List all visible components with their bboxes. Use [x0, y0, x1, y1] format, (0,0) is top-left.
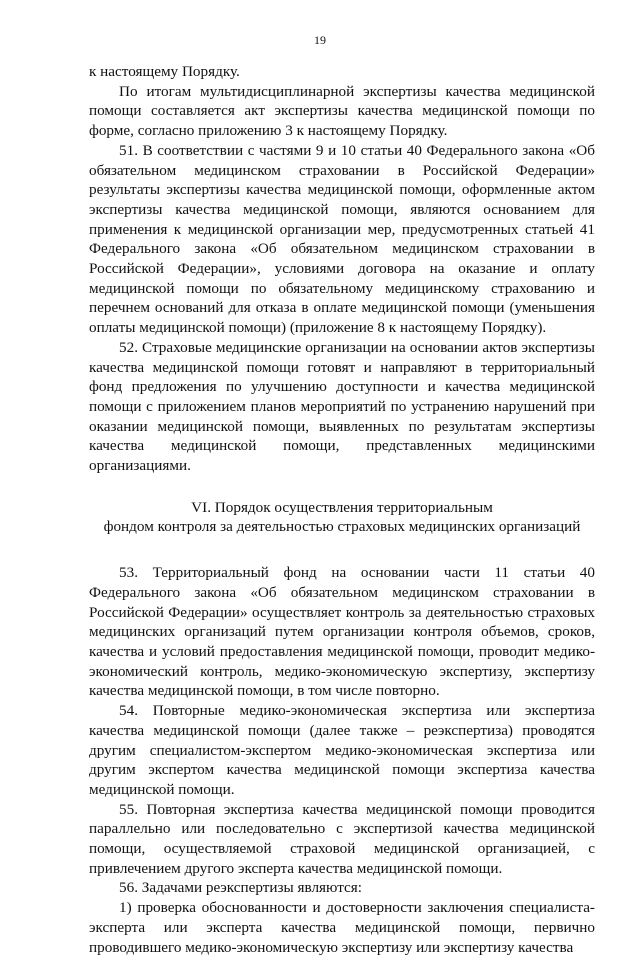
document-body [89, 62, 595, 957]
section-heading-line: VI. Порядок осуществления территориальным [191, 498, 493, 516]
paragraph: 54. Повторные медико-экономическая экспертиза или экспертиза качества медицинской помощи (далее также – реэкспертиза) проводятся другим специалистом-экспертом медико-экономическая экспертиза или другим экспертом качества медицинской помощи экспертиза качества медицинской помощи. [89, 702, 595, 798]
paragraph: 53. Территориальный фонд на основании части 11 статьи 40 Федерального закона «Об обязательном медицинском страховании в Российской Федерации» осуществляет контроль за деятельностью страховых медицинских организаций путем организации контроля объемов, сроков, качества и условий предоставления медицинской помощи, проводит медико-экономический контроль, медико-экономическую экспертизу, экспертизу качества медицинской помощи, в том числе повторно. [89, 564, 595, 700]
paragraph: 51. В соответствии с частями 9 и 10 статьи 40 Федерального закона «Об обязательном медицинском страховании в Российской Федерации» результаты экспертизы качества медицинской помощи, оформленные актом экспертизы качества медицинской помощи, являются основанием для применения к медицинской организации мер, предусмотренных статьей 41 Федерального закона «Об обязательном медицинском страховании в Российской Федерации», условиями договора на оказание и оплату медицинской помощи по обязательному медицинскому страхованию и перечнем оснований для отказа в оплате медицинской помощи (уменьшения оплаты медицинской помощи) (приложение 8 к настоящему Порядку). [89, 141, 595, 337]
paragraph: 52. Страховые медицинские организации на основании актов экспертизы качества медицинской помощи готовят и направляют в территориальный фонд предложения по улучшению доступности и качества медицинской помощи с приложением планов мероприятий по устранению нарушений при оказании медицинской помощи, выявленных по результатам экспертизы качества медицинской помощи, представленных медицинскими организациями. [89, 338, 595, 475]
paragraph: 56. Задачами реэкспертизы являются: [119, 879, 362, 897]
section-heading-line: фондом контроля за деятельностью страховых медицинских организаций [103, 518, 581, 536]
paragraph: к настоящему Порядку. [89, 63, 240, 80]
paragraph: 1) проверка обоснованности и достоверности заключения специалиста-эксперта или эксперта качества медицинской помощи, первично проводившего медико-экономическую экспертизу или экспертизу качества [89, 899, 595, 956]
page-number: 19 [314, 33, 326, 47]
section-heading [89, 498, 595, 537]
paragraph: По итогам мультидисциплинарной экспертизы качества медицинской помощи составляется акт экспертизы качества медицинской помощи по форме, согласно приложению 3 к настоящему Порядку. [89, 82, 595, 140]
paragraph: 55. Повторная экспертиза качества медицинской помощи проводится параллельно или последовательно с экспертизой качества медицинской помощи, осуществляемой страховой медицинской организацией, с привлечением другого эксперта качества медицинской помощи. [89, 800, 595, 877]
